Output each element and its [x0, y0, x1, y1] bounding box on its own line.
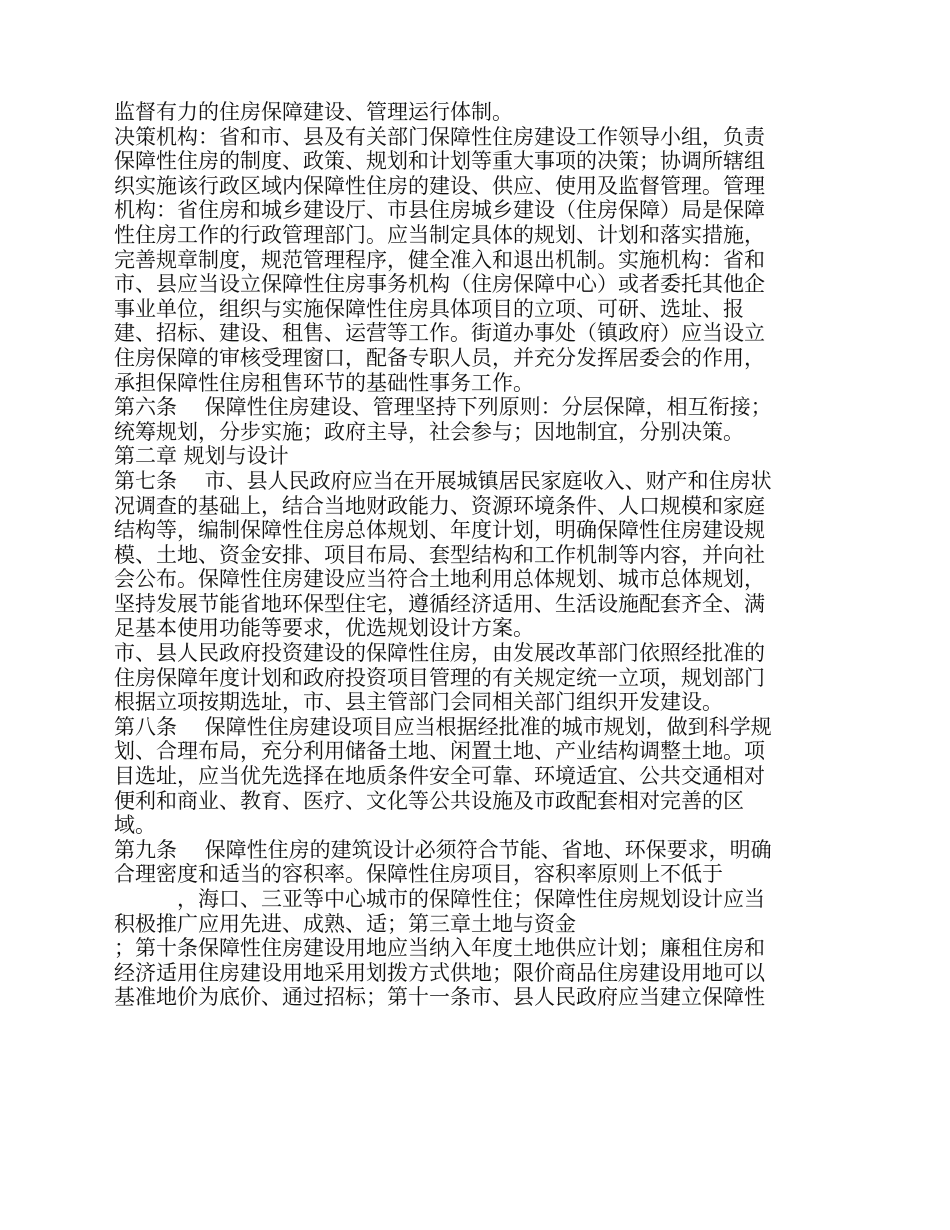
text-line: 监督有力的住房保障建设、管理运行体制。 — [114, 100, 513, 124]
text-line: 决策机构：省和市、县及有关部门保障性住房建设工作领导小组，负责 — [114, 124, 765, 149]
text-line: 住房保障年度计划和政府投资项目管理的有关规定统一立项，规划部门 — [114, 665, 765, 690]
text-line: 建、招标、建设、租售、运营等工作。街道办事处（镇政府）应当设立 — [114, 321, 765, 346]
text-line: ，海口、三亚等中心城市的保障性住；保障性住房规划设计应当 — [114, 887, 765, 911]
text-line: 完善规章制度，规范管理程序，健全准入和退出机制。实施机构：省和 — [114, 247, 765, 272]
document-body — [114, 100, 838, 1010]
text-line: 性住房工作的行政管理部门。应当制定具体的规划、计划和落实措施， — [114, 222, 765, 247]
article-8-heading-line: 第八条 保障性住房建设项目应当根据经批准的城市规划，做到科学规 — [114, 714, 772, 739]
text-line: 模、土地、资金安排、项目布局、套型结构和工作机制等内容，并向社 — [114, 542, 765, 567]
text-line: 会公布。保障性住房建设应当符合土地利用总体规划、城市总体规划， — [114, 567, 765, 592]
text-line: 市、县应当设立保障性住房事务机构（住房保障中心）或者委托其他企 — [114, 272, 765, 297]
article-6-heading-line: 第六条 保障性住房建设、管理坚持下列原则：分层保障，相互衔接； — [114, 395, 772, 420]
text-line: 织实施该行政区域内保障性住房的建设、供应、使用及监督管理。管理 — [114, 173, 765, 198]
text-line: 市、县人民政府投资建设的保障性住房，由发展改革部门依照经批准的 — [114, 641, 765, 666]
text-line: 况调查的基础上，结合当地财政能力、资源环境条件、人口规模和家庭 — [114, 493, 765, 518]
text-line: 结构等，编制保障性住房总体规划、年度计划，明确保障性住房建设规 — [114, 518, 765, 543]
text-line: 坚持发展节能省地环保型住宅，遵循经济适用、生活设施配套齐全、满 — [114, 591, 765, 616]
text-line: 机构：省住房和城乡建设厅、市县住房城乡建设（住房保障）局是保障 — [114, 198, 765, 223]
chapter-2-heading: 第二章 规划与设计 — [114, 444, 289, 469]
text-line: 便利和商业、教育、医疗、文化等公共设施及市政配套相对完善的区 — [114, 788, 744, 813]
text-line: 域。 — [114, 813, 156, 838]
text-line: 根据立项按期选址，市、县主管部门会同相关部门组织开发建设。 — [114, 690, 723, 715]
text-line: 基准地价为底价、通过招标；第十一条市、县人民政府应当建立保障性 — [114, 985, 765, 1010]
text-line: 划、合理布局，充分利用储备土地、闲置土地、产业结构调整土地。项 — [114, 739, 765, 764]
text-line: 合理密度和适当的容积率。保障性住房项目，容积率原则上不低于 — [114, 862, 723, 887]
text-line: 承担保障性住房租售环节的基础性事务工作。 — [114, 370, 534, 395]
article-9-heading-line: 第九条 保障性住房的建筑设计必须符合节能、省地、环保要求，明确 — [114, 837, 772, 862]
text-line: 足基本使用功能等要求，优选规划设计方案。 — [114, 616, 534, 641]
text-line: 事业单位，组织与实施保障性住房具体项目的立项、可研、选址、报 — [114, 296, 744, 321]
text-line: 统筹规划，分步实施；政府主导，社会参与；因地制宜，分别决策。 — [114, 419, 744, 444]
text-line: 目选址，应当优先选择在地质条件安全可靠、环境适宜、公共交通相对 — [114, 764, 765, 789]
text-line: 经济适用住房建设用地采用划拨方式供地；限价商品住房建设用地可以 — [114, 960, 765, 985]
text-line: 保障性住房的制度、政策、规划和计划等重大事项的决策；协调所辖组 — [114, 149, 765, 174]
text-line: ；第十条保障性住房建设用地应当纳入年度土地供应计划；廉租住房和 — [114, 936, 765, 961]
text-line: 住房保障的审核受理窗口，配备专职人员，并充分发挥居委会的作用， — [114, 345, 765, 370]
text-line: 积极推广应用先进、成熟、适；第三章土地与资金 — [114, 911, 576, 936]
article-7-heading-line: 第七条 市、县人民政府应当在开展城镇居民家庭收入、财产和住房状 — [114, 468, 772, 493]
